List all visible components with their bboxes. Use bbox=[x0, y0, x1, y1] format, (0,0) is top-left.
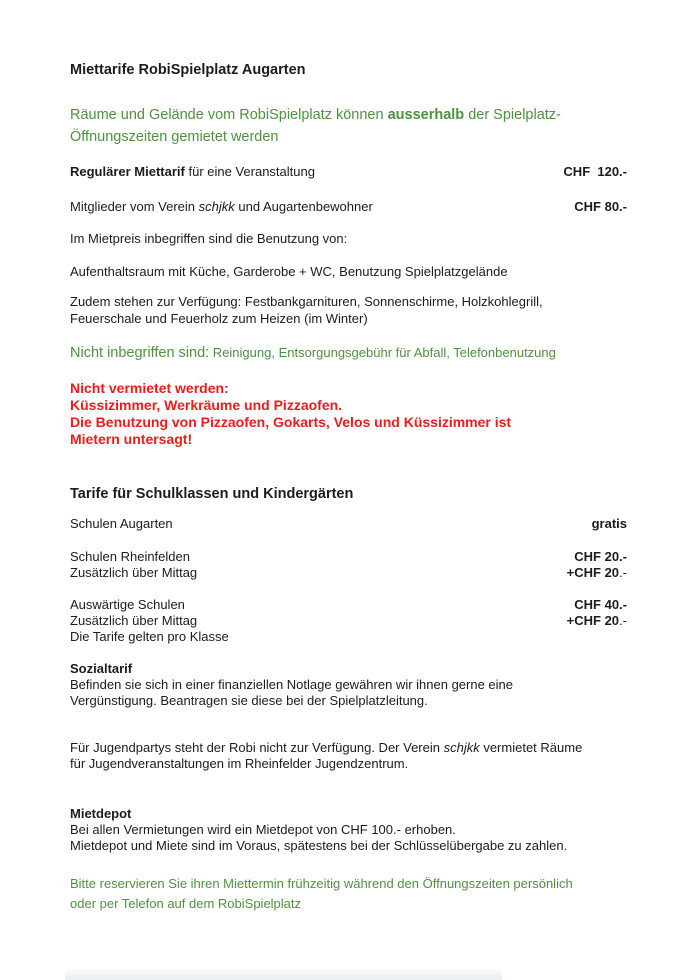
mietdepot-section: Mietdepot Bei allen Vermietungen wird ein Mietdepot von CHF 100.- erhoben. Mietdepot und Miete sind im Voraus, spätestens bei der Schlüsselübergabe zu zahlen. bbox=[70, 806, 627, 854]
warning-line: Nicht vermietet werden: bbox=[70, 380, 229, 396]
school-rate-row bbox=[70, 565, 627, 581]
rate-row-members bbox=[70, 199, 627, 214]
sozialtarif-section: Sozialtarif Befinden sie sich in einer finanziellen Notlage gewähren wir ihnen gerne eine Vergünstigung. Beantragen sie diese bei der Spielplatzleitung. bbox=[70, 661, 627, 709]
rate-price: +CHF 20.- bbox=[566, 565, 627, 580]
rate-label: Schulen Rheinfelden bbox=[70, 549, 190, 564]
school-rate-row bbox=[70, 613, 627, 629]
rate-label: Zusätzlich über Mittag bbox=[70, 613, 198, 628]
intro-text: Öffnungszeiten gemietet werden bbox=[70, 129, 279, 145]
warning-line: Mietern untersagt! bbox=[70, 431, 193, 447]
warning-line: Die Benutzung von Pizzaofen, Gokarts, Velos und Küssizimmer ist bbox=[70, 414, 512, 430]
school-section-heading: Tarife für Schulklassen und Kindergärten bbox=[70, 486, 354, 502]
also-available-paragraph: Zudem stehen zur Verfügung: Festbankgarnituren, Sonnenschirme, Holzkohlegrill, Feuerschale und Feuerholz zum Heizen (im Winter) bbox=[70, 294, 543, 326]
rate-label: Mitglieder vom Verein schjkk und Augartenbewohner bbox=[70, 199, 373, 214]
warning-line: Küssizimmer, Werkräume und Pizzaofen. bbox=[70, 397, 343, 413]
not-included-heading: Nicht inbegriffen sind: bbox=[70, 345, 210, 361]
school-rate-group bbox=[70, 597, 627, 645]
included-intro-paragraph: Im Mietpreis inbegriffen sind die Benutzung von: bbox=[70, 231, 348, 246]
rate-price: +CHF 20.- bbox=[566, 613, 627, 628]
school-rate-row bbox=[70, 629, 627, 645]
not-included-paragraph bbox=[70, 344, 627, 362]
rate-label: Die Tarife gelten pro Klasse bbox=[70, 629, 229, 644]
rate-price: CHF 120.- bbox=[563, 164, 627, 179]
included-items-paragraph: Aufenthaltsraum mit Küche, Garderobe + WC, Benutzung Spielplatzgelände bbox=[70, 264, 508, 279]
verein-name: schjkk bbox=[443, 740, 480, 755]
rate-label: Auswärtige Schulen bbox=[70, 597, 185, 612]
not-included-items: Reinigung, Entsorgungsgebühr für Abfall, Telefonbenutzung bbox=[209, 345, 556, 360]
rate-label: Regulärer Miettarif für eine Veranstaltung bbox=[70, 164, 315, 179]
rate-table bbox=[70, 164, 627, 214]
not-rented-warning bbox=[70, 380, 627, 448]
rate-price: CHF 80.- bbox=[574, 199, 627, 214]
rate-price: CHF 40.- bbox=[574, 597, 627, 612]
intro-paragraph bbox=[70, 104, 627, 148]
page-bottom-image-strip bbox=[65, 969, 502, 980]
school-rate-group bbox=[70, 549, 627, 581]
school-rate-row bbox=[70, 549, 627, 565]
sozialtarif-heading: Sozialtarif bbox=[70, 661, 133, 676]
school-rate-row bbox=[70, 597, 627, 613]
rate-price: CHF 20.- bbox=[574, 549, 627, 564]
intro-bold-text: ausserhalb bbox=[387, 107, 465, 123]
rate-row-regular bbox=[70, 164, 627, 179]
rate-label: Schulen Augarten bbox=[70, 516, 173, 531]
school-rate-row bbox=[70, 516, 627, 532]
verein-name: schjkk bbox=[198, 199, 235, 214]
mietdepot-heading: Mietdepot bbox=[70, 806, 132, 821]
intro-text: Räume und Gelände vom RobiSpielplatz können bbox=[70, 107, 388, 123]
intro-text: der Spielplatz- bbox=[464, 107, 561, 123]
jugendpartys-paragraph: Für Jugendpartys steht der Robi nicht zur Verfügung. Der Verein schjkk vermietet Räume für Jugendveranstaltungen im Rheinfelder Jugendzentrum. bbox=[70, 740, 583, 771]
document-title: Miettarife RobiSpielplatz Augarten bbox=[70, 62, 306, 78]
reservation-note: Bitte reservieren Sie ihren Miettermin frühzeitig während den Öffnungszeiten persönlich oder per Telefon auf dem RobiSpielplatz bbox=[70, 876, 573, 911]
school-rate-group bbox=[70, 516, 627, 532]
rate-price: gratis bbox=[591, 516, 627, 531]
rate-label: Zusätzlich über Mittag bbox=[70, 565, 198, 580]
